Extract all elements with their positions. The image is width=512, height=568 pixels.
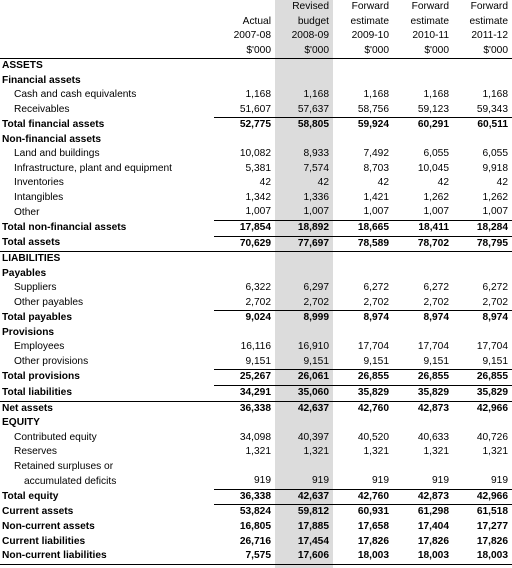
column-headers <box>0 0 512 59</box>
row-value: 18,003 <box>333 549 393 564</box>
row-value: 2,702 <box>423 296 449 308</box>
table-row <box>0 460 512 475</box>
row-value: 42,966 <box>453 489 512 505</box>
row-value <box>275 267 333 282</box>
row-value: 52,775 <box>214 118 275 133</box>
row-value: 1,262 <box>423 191 449 203</box>
col-fwd1-unit: $'000 <box>333 44 393 59</box>
row-value: 1,168 <box>303 89 329 101</box>
row-label: Financial assets <box>2 74 81 86</box>
row-value <box>214 252 275 267</box>
row-value: 6,272 <box>363 282 389 294</box>
row-value: 5,381 <box>245 162 271 174</box>
row-value <box>333 252 393 267</box>
row-value: 1,007 <box>482 206 508 218</box>
row-label: Inventories <box>14 177 64 189</box>
row-value: 7,575 <box>214 549 275 564</box>
row-value: 58,805 <box>275 118 333 133</box>
row-value <box>393 252 453 267</box>
row-label: Total assets <box>0 236 214 252</box>
table-row <box>0 59 512 74</box>
row-label: Total equity <box>2 490 59 502</box>
table-row <box>0 535 512 550</box>
row-value: 58,756 <box>357 103 389 115</box>
col-fwd3-year: 2011-12 <box>471 30 508 41</box>
row-value: 7,492 <box>363 148 389 160</box>
row-value: 42 <box>496 177 508 189</box>
row-value: 42,966 <box>453 401 512 416</box>
row-value: 77,697 <box>275 236 333 252</box>
row-value: 6,322 <box>245 282 271 294</box>
row-value: 17,826 <box>417 535 449 547</box>
row-value <box>453 252 512 267</box>
row-value: 40,520 <box>357 431 389 443</box>
row-value: 18,003 <box>453 549 512 564</box>
row-value: 40,633 <box>417 431 449 443</box>
row-label: Intangibles <box>14 191 64 203</box>
table-row <box>0 133 512 148</box>
row-value: 70,629 <box>214 236 275 252</box>
row-value: 9,151 <box>303 355 329 367</box>
row-label: Total provisions <box>2 371 80 383</box>
row-value: 1,321 <box>423 446 449 458</box>
row-value: 17,704 <box>417 341 449 353</box>
row-value: 1,321 <box>482 446 508 458</box>
table-row <box>0 445 512 460</box>
row-value: 26,855 <box>453 370 512 386</box>
row-value <box>393 74 453 89</box>
table-row <box>0 252 512 267</box>
table-row <box>0 74 512 89</box>
table-row <box>0 326 512 341</box>
row-value <box>214 416 275 431</box>
row-value: 17,826 <box>357 535 389 547</box>
row-value: 35,829 <box>393 386 453 402</box>
table-body <box>0 59 512 565</box>
row-label: Current assets <box>2 506 74 518</box>
row-value <box>275 252 333 267</box>
row-value: 919 <box>372 475 389 487</box>
row-value: 8,999 <box>275 311 333 326</box>
row-value: 2,702 <box>245 296 271 308</box>
row-value: 6,272 <box>482 282 508 294</box>
col-revised-line1: Revised <box>292 1 329 12</box>
row-value: 6,055 <box>423 148 449 160</box>
row-value: 42 <box>377 177 389 189</box>
table-row <box>0 505 512 520</box>
col-fwd2-line1: Forward <box>411 1 449 12</box>
row-value: 16,910 <box>297 341 329 353</box>
row-value: 17,277 <box>476 520 508 532</box>
col-fwd2-unit: $'000 <box>393 44 453 59</box>
row-value: 1,168 <box>423 89 449 101</box>
row-value: 9,151 <box>482 355 508 367</box>
row-value: 8,703 <box>363 162 389 174</box>
row-value: 2,702 <box>363 296 389 308</box>
row-label: Net assets <box>2 402 53 414</box>
row-value: 42,873 <box>393 401 453 416</box>
row-value <box>214 59 275 74</box>
row-value: 26,716 <box>239 535 271 547</box>
row-value: 18,411 <box>393 221 453 237</box>
row-value <box>393 416 453 431</box>
row-value: 17,606 <box>275 549 333 564</box>
row-value: 25,267 <box>214 370 275 386</box>
row-value: 60,511 <box>453 118 512 133</box>
row-value: 18,003 <box>393 549 453 564</box>
row-value: 42,637 <box>275 489 333 505</box>
row-value <box>393 59 453 74</box>
row-value: 17,885 <box>297 520 329 532</box>
row-value: 6,297 <box>303 282 329 294</box>
row-value: 53,824 <box>214 505 275 520</box>
row-value: 40,397 <box>297 431 329 443</box>
row-value: 59,924 <box>333 118 393 133</box>
row-value: 26,855 <box>393 370 453 386</box>
row-label: Cash and cash equivalents <box>14 89 137 101</box>
row-value: 42 <box>259 177 271 189</box>
row-value: 8,974 <box>393 311 453 326</box>
row-value: 8,974 <box>453 311 512 326</box>
row-label: Non-current liabilities <box>0 549 214 564</box>
row-value <box>453 267 512 282</box>
row-value: 1,421 <box>363 191 389 203</box>
row-label: Contributed equity <box>14 431 97 443</box>
row-label: Total liabilities <box>0 386 214 402</box>
row-label: Total non-financial assets <box>2 222 127 234</box>
row-value: 9,918 <box>482 162 508 174</box>
table-row <box>0 549 512 564</box>
row-value: 2,702 <box>303 296 329 308</box>
row-value: 919 <box>254 475 271 487</box>
table-row <box>0 103 512 118</box>
row-label: Provisions <box>2 326 55 338</box>
row-value: 42,760 <box>333 489 393 505</box>
col-fwd3-line2: estimate <box>469 15 508 27</box>
row-label: Other payables <box>14 297 84 308</box>
row-value: 17,658 <box>357 520 389 532</box>
table-row <box>0 355 512 370</box>
row-value: 1,262 <box>482 191 508 203</box>
row-value: 17,704 <box>357 341 389 353</box>
row-value: 17,454 <box>297 535 329 547</box>
col-actual-unit: $'000 <box>214 44 275 59</box>
row-value: 1,007 <box>245 206 271 218</box>
row-value <box>214 267 275 282</box>
row-value: 7,574 <box>303 162 329 174</box>
table-row <box>0 118 512 133</box>
table-row <box>0 236 512 252</box>
row-value <box>275 74 333 89</box>
row-value <box>393 460 453 475</box>
row-label: ASSETS <box>2 60 43 71</box>
row-value <box>393 133 453 148</box>
row-value: 1,168 <box>363 89 389 101</box>
col-fwd3-unit: $'000 <box>453 44 512 59</box>
row-value: 1,007 <box>423 206 449 218</box>
row-value: 78,795 <box>453 236 512 252</box>
table-row <box>0 311 512 326</box>
col-fwd1-line2: estimate <box>350 15 389 27</box>
row-label: Total payables <box>2 312 73 324</box>
row-value: 919 <box>432 475 449 487</box>
row-value: 60,931 <box>333 505 393 520</box>
row-value: 9,151 <box>363 355 389 367</box>
row-value <box>214 460 275 475</box>
row-value: 1,168 <box>245 89 271 101</box>
row-value <box>275 59 333 74</box>
row-label: Infrastructure, plant and equipment <box>14 162 173 174</box>
table-row <box>0 401 512 416</box>
table-row <box>0 370 512 386</box>
row-value: 8,933 <box>303 148 329 160</box>
row-value: 17,826 <box>476 535 508 547</box>
row-label: Reserves <box>14 446 58 458</box>
row-value: 10,045 <box>417 162 449 174</box>
table-row <box>0 205 512 220</box>
row-value <box>275 133 333 148</box>
row-label: LIABILITIES <box>2 253 61 265</box>
row-value <box>393 326 453 341</box>
row-value: 26,855 <box>333 370 393 386</box>
row-value: 1,336 <box>303 191 329 203</box>
col-fwd1-line1: Forward <box>351 1 389 12</box>
row-value: 51,607 <box>239 103 271 115</box>
table-row <box>0 221 512 237</box>
table-row <box>0 416 512 431</box>
row-value <box>214 74 275 89</box>
col-actual-line2: Actual <box>242 15 271 27</box>
row-value: 42 <box>317 177 329 189</box>
row-value: 9,151 <box>245 355 271 367</box>
row-value <box>214 133 275 148</box>
row-value: 34,098 <box>239 431 271 443</box>
row-value: 9,024 <box>214 311 275 326</box>
row-value <box>333 74 393 89</box>
row-label: EQUITY <box>2 417 40 429</box>
row-value <box>453 416 512 431</box>
row-value: 1,168 <box>482 89 508 101</box>
row-label: Retained surpluses or <box>14 460 114 472</box>
row-value: 1,007 <box>363 206 389 218</box>
row-value <box>453 460 512 475</box>
table-row <box>0 386 512 402</box>
row-value: 2,702 <box>482 296 508 308</box>
row-value <box>453 326 512 341</box>
col-actual-year: 2007-08 <box>233 30 271 41</box>
col-fwd3-line1: Forward <box>470 1 508 12</box>
row-value: 42,873 <box>393 489 453 505</box>
row-value <box>275 460 333 475</box>
row-label: Suppliers <box>14 282 57 294</box>
col-revised-unit: $'000 <box>275 44 333 59</box>
col-fwd2-year: 2010-11 <box>412 30 449 41</box>
row-value <box>393 267 453 282</box>
row-value <box>333 326 393 341</box>
row-label: Employees <box>14 341 65 353</box>
table-row <box>0 147 512 162</box>
row-value: 36,338 <box>214 489 275 505</box>
table-row <box>0 340 512 355</box>
row-value <box>275 416 333 431</box>
row-value: 57,637 <box>297 103 329 115</box>
row-value: 59,812 <box>275 505 333 520</box>
row-value: 42,760 <box>333 401 393 416</box>
row-label: Land and buildings <box>14 148 100 160</box>
row-value <box>453 133 512 148</box>
table-row <box>0 267 512 282</box>
row-value: 42,637 <box>275 401 333 416</box>
row-value: 34,291 <box>214 386 275 402</box>
row-label: accumulated deficits <box>24 475 117 487</box>
row-value: 40,726 <box>476 431 508 443</box>
table-row <box>0 431 512 446</box>
row-value: 919 <box>491 475 508 487</box>
row-value: 1,342 <box>245 191 271 203</box>
row-value <box>333 267 393 282</box>
row-value: 42 <box>437 177 449 189</box>
table-row <box>0 281 512 296</box>
col-fwd2-line2: estimate <box>410 15 449 27</box>
row-value: 60,291 <box>393 118 453 133</box>
row-value: 35,829 <box>333 386 393 402</box>
table-row <box>0 88 512 103</box>
row-value <box>453 74 512 89</box>
row-label: Non-financial assets <box>2 133 102 145</box>
row-value: 26,061 <box>275 370 333 386</box>
row-label: Receivables <box>14 103 70 115</box>
row-value: 78,702 <box>393 236 453 252</box>
row-label: Other <box>14 206 40 218</box>
row-value: 16,116 <box>240 341 271 353</box>
table-row <box>0 520 512 535</box>
row-value: 17,704 <box>476 341 508 353</box>
col-revised-line2: budget <box>297 15 329 27</box>
row-value: 10,082 <box>239 148 271 160</box>
row-value: 35,060 <box>275 386 333 402</box>
table-row <box>0 474 512 489</box>
row-value: 18,284 <box>453 221 512 237</box>
row-value: 1,321 <box>245 446 271 458</box>
row-label: Other provisions <box>14 356 89 368</box>
row-value: 36,338 <box>214 401 275 416</box>
row-value: 6,055 <box>482 148 508 160</box>
table-row <box>0 162 512 177</box>
row-value: 6,272 <box>423 282 449 294</box>
row-value: 16,805 <box>239 520 271 532</box>
row-value <box>453 59 512 74</box>
row-value <box>333 59 393 74</box>
row-value <box>333 416 393 431</box>
row-value: 8,974 <box>333 311 393 326</box>
table-row <box>0 489 512 505</box>
row-value: 17,404 <box>417 520 449 532</box>
row-value: 1,007 <box>303 206 329 218</box>
row-value: 18,665 <box>333 221 393 237</box>
row-value: 35,829 <box>453 386 512 402</box>
row-value: 59,343 <box>476 103 508 115</box>
row-label: Total financial assets <box>2 118 105 130</box>
row-label: Non-current assets <box>2 520 95 532</box>
row-value: 1,321 <box>303 446 329 458</box>
row-value <box>275 326 333 341</box>
row-value <box>333 133 393 148</box>
table-row <box>0 296 512 311</box>
row-label: Current liabilities <box>2 535 86 547</box>
row-value: 61,518 <box>453 505 512 520</box>
col-actual-line1 <box>214 0 275 15</box>
col-revised-year: 2008-09 <box>291 30 329 41</box>
table-row <box>0 191 512 206</box>
row-value: 17,854 <box>214 221 275 237</box>
row-label: Payables <box>2 267 47 279</box>
row-value: 9,151 <box>423 355 449 367</box>
row-value: 78,589 <box>333 236 393 252</box>
row-value: 1,321 <box>363 446 389 458</box>
row-value: 18,892 <box>275 221 333 237</box>
table-row <box>0 176 512 191</box>
row-value <box>214 326 275 341</box>
row-value: 61,298 <box>393 505 453 520</box>
row-value <box>333 460 393 475</box>
row-value: 919 <box>312 475 329 487</box>
row-value: 59,123 <box>417 103 449 115</box>
col-fwd1-year: 2009-10 <box>351 30 389 41</box>
